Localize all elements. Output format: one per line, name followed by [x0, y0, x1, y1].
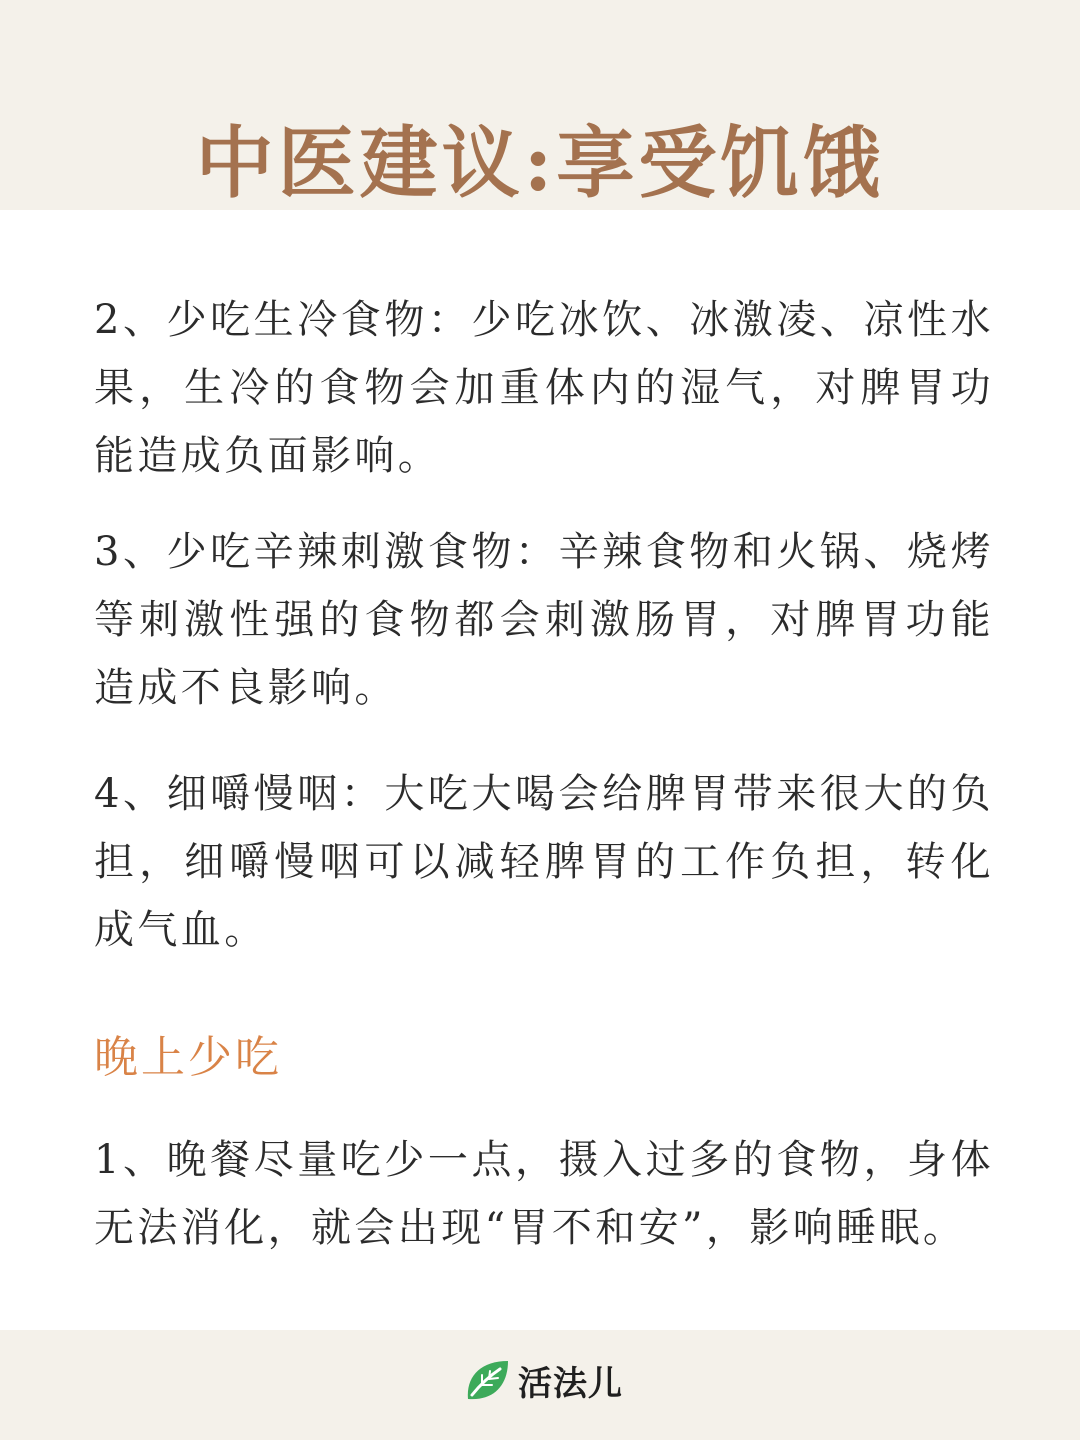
- leaf-icon: [462, 1355, 512, 1405]
- brand: [462, 1352, 623, 1408]
- tip-paragraph-3: 3、少吃辛辣刺激食物：辛辣食物和火锅、烧烤等刺激性强的食物都会刺激肠胃，对脾胃功能造成不良影响。: [94, 529, 994, 711]
- tip-paragraph-2: 2、少吃生冷食物：少吃冰饮、冰激凌、凉性水果，生冷的食物会加重体内的湿气，对脾胃功能造成负面影响。: [94, 297, 994, 479]
- page-title: 中医建议:享受饥饿: [195, 118, 885, 210]
- section-paragraph-1: 1、晚餐尽量吃少一点，摄入过多的食物，身体无法消化，就会出现“胃不和安”，影响睡眠。: [94, 1137, 994, 1251]
- tip-paragraph-4: 4、细嚼慢咽：大吃大喝会给脾胃带来很大的负担，细嚼慢咽可以减轻脾胃的工作负担，转化成气血。: [94, 771, 994, 953]
- brand-name: 活法儿: [518, 1363, 623, 1404]
- section-heading: 晚上少吃: [94, 1032, 282, 1083]
